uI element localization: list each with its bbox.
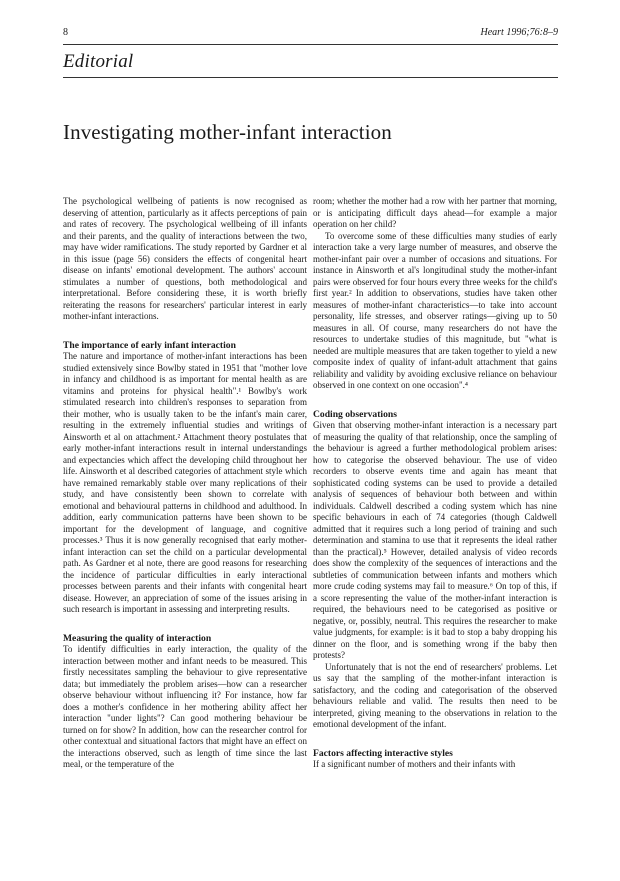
right-column xyxy=(313,196,557,771)
section-label: Editorial xyxy=(63,51,134,72)
intro-paragraph: The psychological wellbeing of patients is now recognised as deserving of attention, particularly as it affects perceptions of pain and rates of recovery. The psychological wellbeing of ill infants and their parents, and the quality of interactions between the two, may have wider ramifications. The study reported by Gardner et al in this issue (page 56) considers the effects of congenital heart disease on infants' emotional development. The authors' account stimulates a number of questions, both methodological and interpretational. Before considering these, it is worth briefly reiterating the reasons for researchers' particular interest in early mother-infant interactions. xyxy=(63,196,307,321)
page-number: 8 xyxy=(63,27,68,38)
left-column xyxy=(63,196,307,771)
body-paragraph: Unfortunately that is not the end of researchers' problems. Let us say that the sampling of the mother-infant interaction is satisfactory, and the coding and categorisation of the observed behaviours reliable and valid. The results then need to be interpreted, giving meaning to the observations in relation to the emotional development of the infant. xyxy=(313,661,557,729)
section-heading: Coding observations xyxy=(313,408,397,420)
journal-citation: Heart 1996;76:8–9 xyxy=(480,27,558,38)
body-paragraph: room; whether the mother had a row with her partner that morning, or is anticipating difficult days ahead—for example a major operation on her child? xyxy=(313,196,557,229)
body-paragraph: If a significant number of mothers and their infants with xyxy=(313,759,516,769)
section-heading: Factors affecting interactive styles xyxy=(313,747,453,759)
section-rule xyxy=(63,77,558,78)
body-paragraph: The nature and importance of mother-infant interactions has been studied extensively since Bowlby stated in 1951 that "mother love in infancy and childhood is as important for mental health as are vitamins and proteins for physical health".¹ Bowlby's work stimulated research into children's responses to separation from their mother, who is usually taken to be the infant's main carer, resulting in the extremely influential studies and writings of Ainsworth et al on attachment.² Attachment theory postulates that early mother-infant interactions result in internal understandings and expectancies which affect the developing child throughout her life. Ainsworth et al described categories of attachment style which have remained remarkably stable over many replications of their study, and have consistently been shown to correlate with emotional and behavioural patterns in childhood and adulthood. In addition, early communication patterns have been shown to be important for the development of language, and cognitive processes.³ Thus it is now generally recognised that early mother-infant interaction can set the child on a particular developmental path. As Gardner et al note, there are good reasons for researching the incidence of particular difficulties in early interactional processes between parents and their infants with congenital heart disease. However, an appreciation of some of the issues arising in such research is important in assessing and interpreting results. xyxy=(63,351,307,614)
article-title: Investigating mother-infant interaction xyxy=(63,120,392,144)
section-heading: Measuring the quality of interaction xyxy=(63,632,212,644)
body-paragraph: To identify difficulties in early interaction, the quality of the interaction between mother and infant needs to be measured. This firstly necessitates sampling the behaviour to give representative data; but immediately the problem arises—how can a researcher observe behaviour without influencing it? For instance, how far does a mother's confidence in her mothering ability affect her interaction "under lights"? Can good mothering behaviour be turned on for show? In addition, how can the researcher control for other contextual and situational factors that might have an effect on the interactions observed, such as length of time since the last meal, or the temperature of the xyxy=(63,644,307,769)
body-paragraph: Given that observing mother-infant interaction is a necessary part of measuring the quality of that relationship, once the sampling of the behaviour is agreed a further methodological problem arises: how to categorise the observed behaviour. The use of video recorders to observe events time and again has meant that sophisticated coding systems can be used to provide a detailed analysis of sequences of behaviour both between and within individuals. Caldwell described a coding system which has nine specific behaviours in each of 74 categories (though Caldwell admitted that it requires such a long period of training and such determination and stamina to use that it represents the ideal rather than the practical).⁵ However, detailed analysis of video records does show the complexity of the sequences of interactions and the subtleties of communication between infants and mothers which more crude coding systems may fail to measure.⁶ On top of this, if a score representing the value of the mother-infant interaction is required, the behaviours need to be categorised as positive or negative, or, possibly, neutral. This requires the researcher to make value judgments, for example: is it bad to stop a baby dropping his dinner on the floor, and is something wrong if the baby then protests? xyxy=(313,420,557,660)
section-heading: The importance of early infant interaction xyxy=(63,339,236,351)
body-paragraph: To overcome some of these difficulties many studies of early interaction take a very large number of measures, and observe the mother-infant pair over a number of occasions and situations. For instance in Ainsworth et al's longitudinal study the mother-infant pairs were observed for four hours every three weeks for the child's first year.² In addition to observations, studies have taken other measures of mother-infant characteristics—to take into account personality, life stresses, and observer ratings—giving up to 50 measures in all. Of course, many researchers do not have the resources to undertake studies of this magnitude, but "what is needed are multiple measures that are taken together to yield a new composite index of quality of infant-adult attachment that gains reliability and validity by avoiding exclusive reliance on behaviour observed in one context on one occasion".⁴ xyxy=(313,230,557,390)
header-rule xyxy=(63,44,558,45)
